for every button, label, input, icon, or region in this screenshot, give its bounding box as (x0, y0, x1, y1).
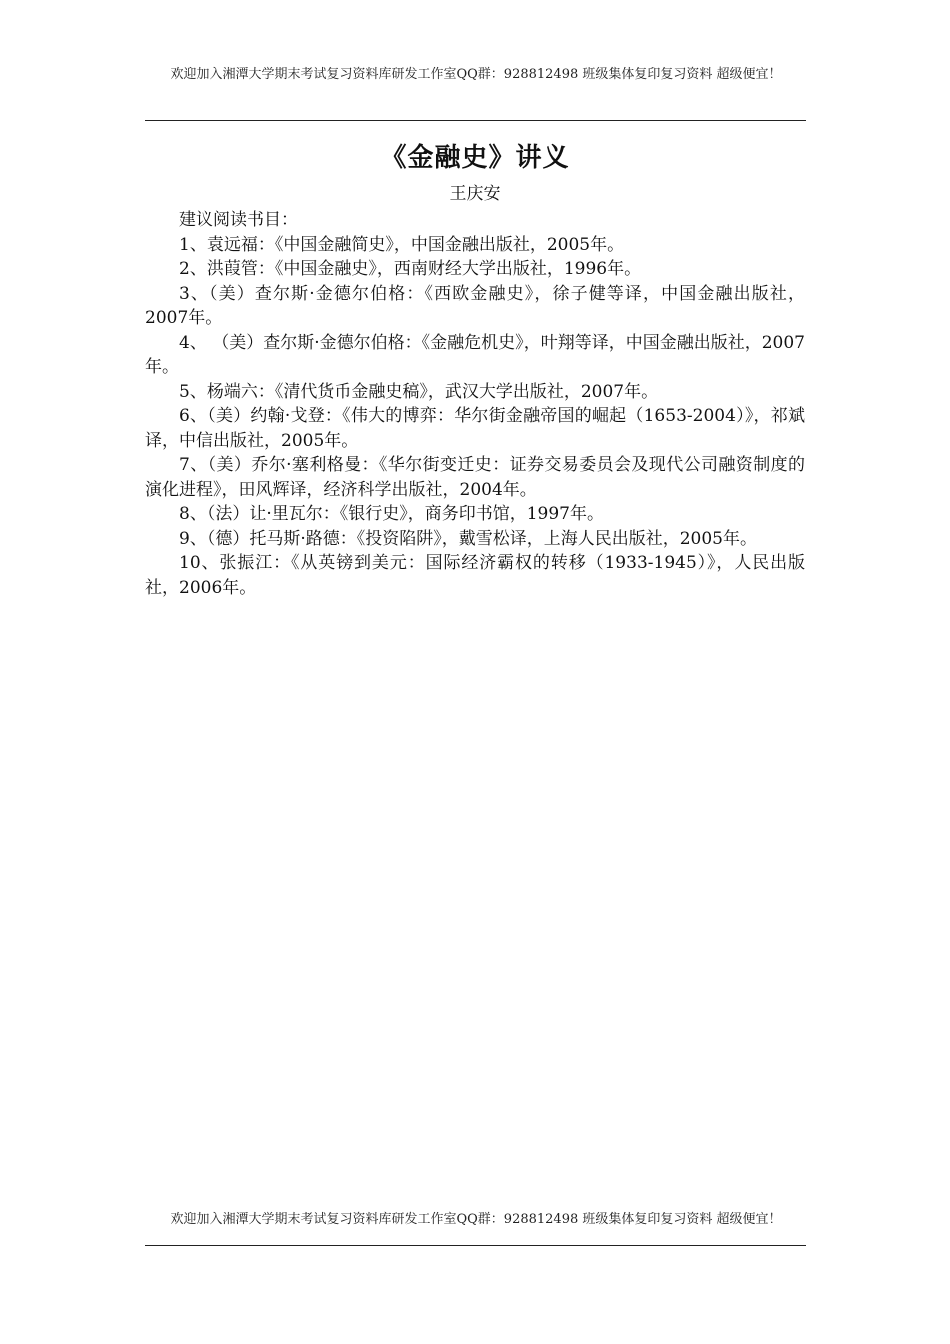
list-item: 2、洪葭管：《中国金融史》，西南财经大学出版社，1996年。 (179, 259, 642, 279)
footer-divider (145, 1245, 806, 1246)
page-header-note: 欢迎加入湘潭大学期末考试复习资料库研发工作室QQ群：928812498 班级集体复印复习资料 超级便宜！ (170, 67, 782, 82)
list-item: 8、（法）让·里瓦尔：《银行史》，商务印书馆，1997年。 (179, 504, 604, 524)
page-footer-note: 欢迎加入湘潭大学期末考试复习资料库研发工作室QQ群：928812498 班级集体复印复习资料 超级便宜！ (170, 1212, 782, 1227)
list-item: 9、（德）托马斯·路德：《投资陷阱》，戴雪松译，上海人民出版社，2005年。 (179, 528, 757, 549)
list-item: 1、袁远福：《中国金融简史》，中国金融出版社，2005年。 (179, 234, 625, 255)
reading-list-heading: 建议阅读书目： (179, 210, 298, 230)
list-item: 7、（美）乔尔·塞利格曼：《华尔街变迁史：证券交易委员会及现代公司融资制度的演化进程》，田风辉译，经济科学出版社，2004年。 (145, 455, 805, 500)
list-item: 10、张振江：《从英镑到美元：国际经济霸权的转移（1933-1945）》，人民出版社，2006年。 (145, 553, 805, 598)
document-body (145, 140, 805, 600)
list-item: 6、（美）约翰·戈登：《伟大的博弈：华尔街金融帝国的崛起（1653-2004）》，祁斌译，中信出版社，2005年。 (145, 406, 805, 451)
document-author: 王庆安 (449, 184, 501, 204)
header-divider (145, 120, 806, 121)
list-item: 3、（美）查尔斯·金德尔伯格：《西欧金融史》，徐子健等译，中国金融出版社，2007年。 (145, 283, 805, 328)
list-item: 5、杨端六：《清代货币金融史稿》，武汉大学出版社，2007年。 (179, 381, 659, 402)
reading-list (145, 233, 805, 601)
document-title: 《金融史》讲义 (380, 143, 570, 173)
list-item: 4、 （美）查尔斯·金德尔伯格：《金融危机史》，叶翔等译，中国金融出版社，2007年。 (145, 332, 805, 377)
